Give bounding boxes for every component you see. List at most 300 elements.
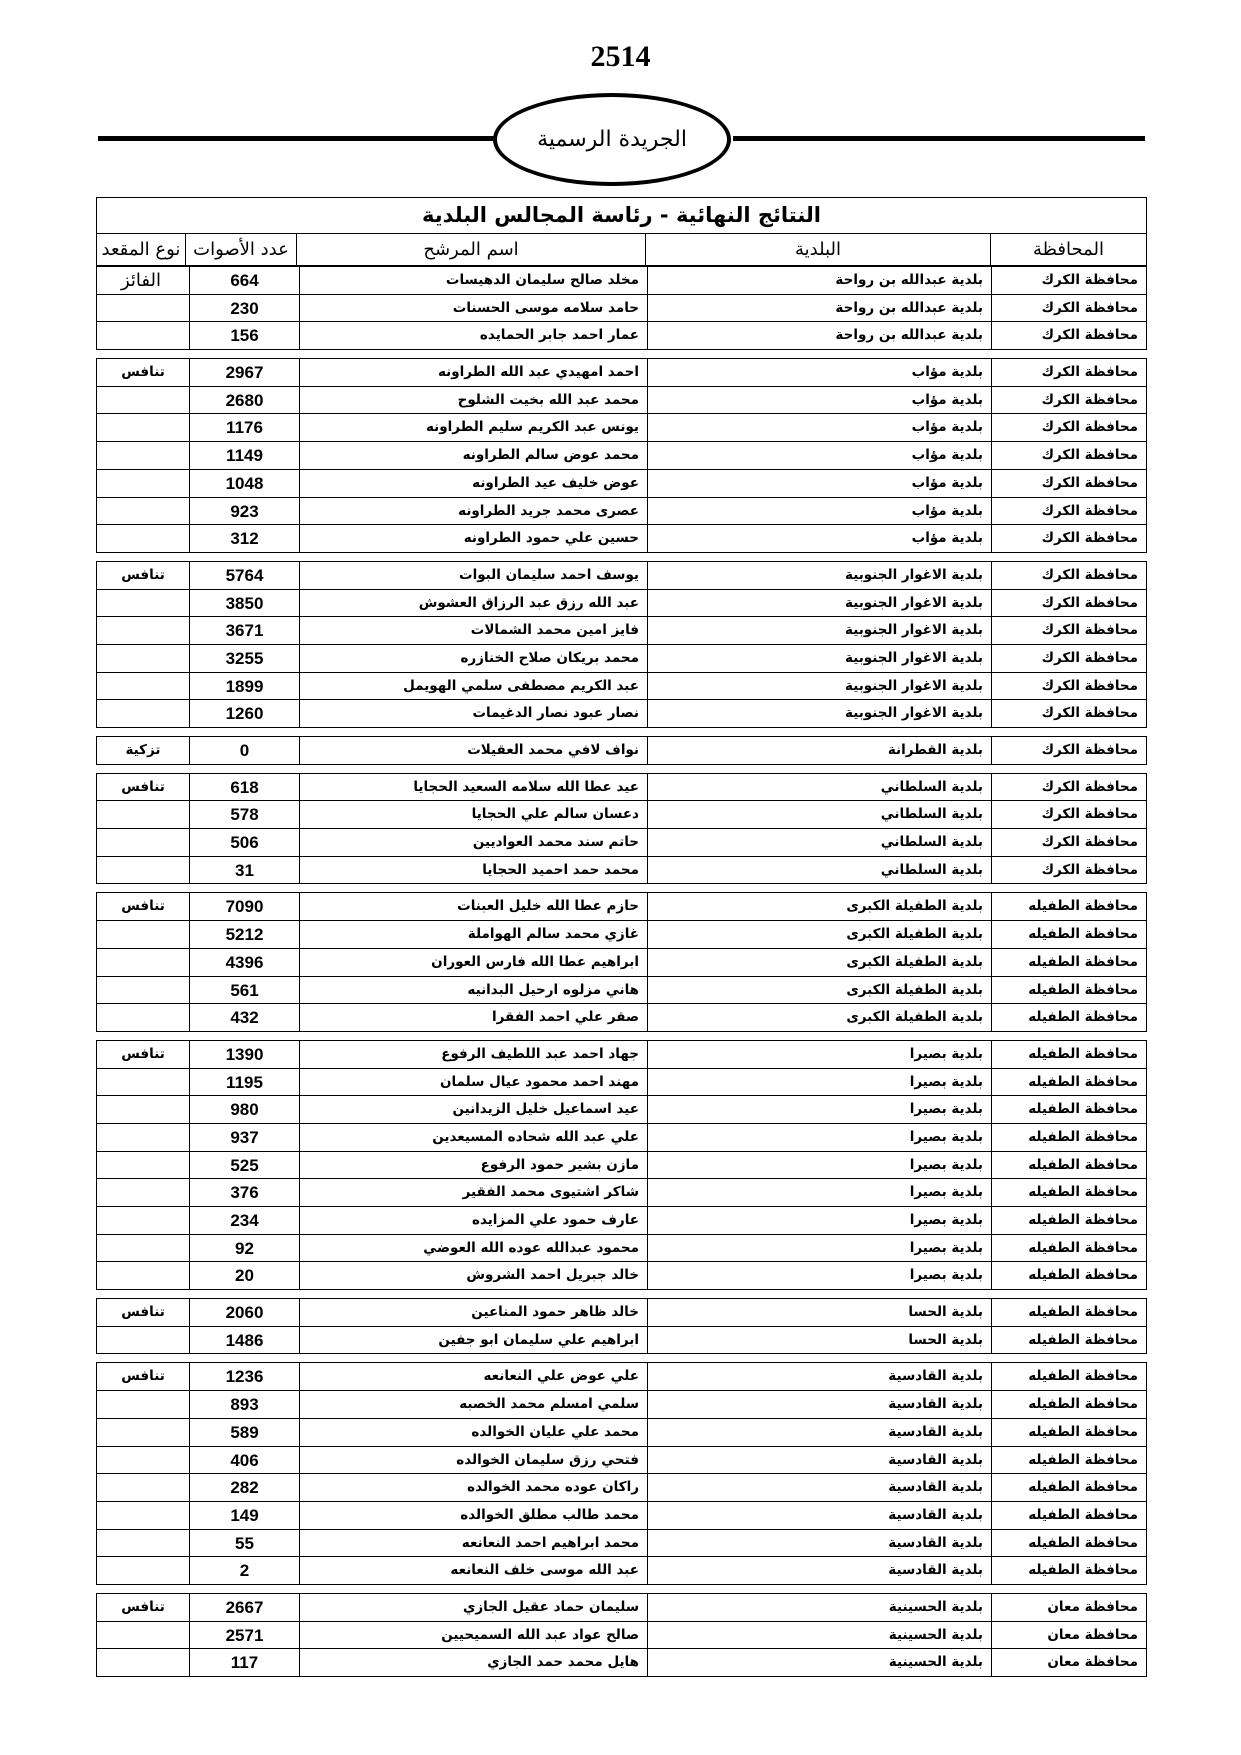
cell-candidate: عبد الله رزق عبد الرزاق العشوش [299,590,647,617]
cell-seat-type [97,295,189,322]
cell-votes: 1149 [189,442,299,469]
cell-governorate: محافظة الكرك [991,829,1146,856]
cell-votes: 525 [189,1152,299,1179]
cell-votes: 5764 [189,562,299,589]
table-row [97,498,1146,526]
cell-candidate: عصرى محمد جريد الطراونه [299,498,647,525]
cell-seat-type: تنافس [121,1304,165,1321]
table-row [97,801,1146,829]
cell-governorate: محافظة الطفيله [991,1391,1146,1418]
cell-seat-type [97,1649,189,1676]
cell-seat-type [97,1622,189,1649]
cell-municipality: بلدية بصيرا [647,1179,991,1206]
cell-municipality: بلدية مؤاب [647,470,991,497]
table-row [97,470,1146,498]
cell-seat-type [97,498,189,525]
masthead-title: الجريدة الرسمية [537,127,687,152]
cell-votes: 7090 [189,893,299,920]
table-row [97,442,1146,470]
cell-votes: 31 [189,857,299,884]
municipality-group [96,736,1147,765]
cell-municipality: بلدية الحسا [647,1299,991,1326]
cell-governorate: محافظة الطفيله [991,1363,1146,1390]
cell-candidate: محمد عوض سالم الطراونه [299,442,647,469]
cell-candidate: راكان عوده محمد الخوالده [299,1474,647,1501]
table-row [97,525,1146,553]
cell-municipality: بلدية الاغوار الجنوبية [647,673,991,700]
table-row [97,1649,1146,1677]
cell-seat-type [97,1235,189,1262]
masthead-oval [493,93,731,186]
cell-seat-type [97,1419,189,1446]
table-row [97,829,1146,857]
cell-municipality: بلدية بصيرا [647,1235,991,1262]
cell-candidate: عمار احمد جابر الحمايده [299,322,647,349]
cell-candidate: عبد الله موسى خلف النعانعه [299,1557,647,1584]
cell-municipality: بلدية القادسية [647,1419,991,1446]
cell-votes: 1176 [189,414,299,441]
table-row [97,1262,1146,1290]
cell-municipality: بلدية بصيرا [647,1069,991,1096]
cell-candidate: صالح عواد عبد الله السميحيين [299,1622,647,1649]
cell-municipality: بلدية القادسية [647,1447,991,1474]
cell-votes: 589 [189,1419,299,1446]
cell-governorate: محافظة الكرك [991,590,1146,617]
table-row [97,1502,1146,1530]
cell-municipality: بلدية الطفيلة الكبرى [647,893,991,920]
cell-candidate: محمد بريكان صلاح الخنازره [299,645,647,672]
cell-votes: 1486 [189,1327,299,1354]
table-row [97,1124,1146,1152]
cell-candidate: ابراهيم عطا الله فارس العوران [299,949,647,976]
cell-seat-type [97,921,189,948]
cell-votes: 1260 [189,700,299,727]
cell-governorate: محافظة الكرك [991,470,1146,497]
cell-municipality: بلدية عبدالله بن رواحة [647,322,991,349]
cell-seat-type [97,829,189,856]
cell-municipality: بلدية القادسية [647,1502,991,1529]
table-row [97,414,1146,442]
cell-candidate: سليمان حماد عقيل الجازي [299,1594,647,1621]
cell-governorate: محافظة الطفيله [991,1557,1146,1584]
cell-municipality: بلدية مؤاب [647,359,991,386]
cell-candidate: محمود عبدالله عوده الله العوضي [299,1235,647,1262]
cell-municipality: بلدية مؤاب [647,387,991,414]
masthead-rule-left [98,136,498,141]
table-row [97,1327,1146,1355]
table-row [97,1557,1146,1585]
cell-candidate: محمد عبد الله بخيت الشلوح [299,387,647,414]
cell-votes: 937 [189,1124,299,1151]
table-row [97,977,1146,1005]
cell-governorate: محافظة الكرك [991,774,1146,801]
cell-candidate: نصار عبود نصار الدغيمات [299,700,647,727]
table-row [97,1207,1146,1235]
cell-municipality: بلدية الاغوار الجنوبية [647,645,991,672]
cell-votes: 1195 [189,1069,299,1096]
cell-seat-type [97,801,189,828]
cell-votes: 117 [189,1649,299,1676]
cell-candidate: احمد امهيدي عبد الله الطراونه [299,359,647,386]
cell-candidate: ابراهيم علي سليمان ابو جفين [299,1327,647,1354]
table-row [97,1594,1146,1622]
cell-municipality: بلدية الحسينية [647,1594,991,1621]
cell-governorate: محافظة الطفيله [991,1502,1146,1529]
cell-seat-type [97,470,189,497]
cell-votes: 2571 [189,1622,299,1649]
cell-governorate: محافظة الطفيله [991,1299,1146,1326]
table-row [97,387,1146,415]
cell-governorate: محافظة الكرك [991,857,1146,884]
cell-municipality: بلدية الطفيلة الكبرى [647,977,991,1004]
cell-votes: 20 [189,1262,299,1289]
cell-seat-type [97,645,189,672]
cell-municipality: بلدية مؤاب [647,498,991,525]
cell-seat-type: تنافس [121,898,165,915]
cell-votes: 432 [189,1004,299,1031]
cell-governorate: محافظة الكرك [991,737,1146,764]
table-row [97,562,1146,590]
cell-votes: 234 [189,1207,299,1234]
municipality-group [96,358,1147,553]
cell-candidate: عوض خليف عيد الطراونه [299,470,647,497]
cell-municipality: بلدية الاغوار الجنوبية [647,590,991,617]
cell-votes: 618 [189,774,299,801]
cell-votes: 664 [189,267,299,294]
cell-seat-type: تنافس [121,364,165,381]
cell-candidate: يوسف احمد سليمان البوات [299,562,647,589]
cell-municipality: بلدية بصيرا [647,1124,991,1151]
header-municipality: البلدية [645,234,990,265]
cell-votes: 893 [189,1391,299,1418]
cell-governorate: محافظة الطفيله [991,1447,1146,1474]
cell-votes: 4396 [189,949,299,976]
cell-votes: 2 [189,1557,299,1584]
cell-candidate: يونس عبد الكريم سليم الطراونه [299,414,647,441]
cell-votes: 0 [189,737,299,764]
table-row [97,949,1146,977]
cell-candidate: خالد جبريل احمد الشروش [299,1262,647,1289]
cell-votes: 3671 [189,617,299,644]
cell-votes: 5212 [189,921,299,948]
cell-seat-type [97,1152,189,1179]
cell-candidate: سلمي امسلم محمد الخصبه [299,1391,647,1418]
cell-candidate: مازن بشير حمود الرفوع [299,1152,647,1179]
cell-municipality: بلدية بصيرا [647,1262,991,1289]
cell-municipality: بلدية الطفيلة الكبرى [647,1004,991,1031]
cell-seat-type [97,387,189,414]
cell-votes: 230 [189,295,299,322]
table-body [96,266,1147,1677]
cell-candidate: فايز امين محمد الشمالات [299,617,647,644]
cell-votes: 55 [189,1530,299,1557]
cell-votes: 406 [189,1447,299,1474]
table-title: النتائج النهائية - رئاسة المجالس البلدية [97,198,1146,234]
cell-municipality: بلدية بصيرا [647,1041,991,1068]
table-row [97,1622,1146,1650]
cell-votes: 1390 [189,1041,299,1068]
table-row [97,1530,1146,1558]
cell-governorate: محافظة الكرك [991,359,1146,386]
cell-municipality: بلدية القطرانة [647,737,991,764]
cell-governorate: محافظة معان [991,1594,1146,1621]
table-row [97,322,1146,350]
cell-municipality: بلدية مؤاب [647,442,991,469]
cell-seat-type [97,267,189,294]
cell-municipality: بلدية مؤاب [647,414,991,441]
table-row [97,737,1146,765]
table-row [97,1363,1146,1391]
cell-seat-type: تنافس [121,1368,165,1385]
cell-seat-type [97,1004,189,1031]
cell-candidate: شاكر اشتيوى محمد الفقير [299,1179,647,1206]
cell-candidate: هاني مزلوه ارحيل البدانيه [299,977,647,1004]
cell-governorate: محافظة الكرك [991,801,1146,828]
cell-governorate: محافظة الطفيله [991,1262,1146,1289]
cell-seat-type [97,1391,189,1418]
cell-seat-type: تنافس [121,1598,165,1615]
cell-municipality: بلدية الحسينية [647,1622,991,1649]
cell-votes: 3255 [189,645,299,672]
cell-governorate: محافظة الطفيله [991,1207,1146,1234]
cell-governorate: محافظة الطفيله [991,1004,1146,1031]
cell-governorate: محافظة الطفيله [991,1474,1146,1501]
cell-governorate: محافظة الكرك [991,673,1146,700]
table-row [97,359,1146,387]
cell-seat-type [97,1124,189,1151]
table-row [97,1391,1146,1419]
cell-seat-type [97,1179,189,1206]
municipality-group [96,1298,1147,1354]
cell-votes: 1899 [189,673,299,700]
cell-governorate: محافظة الطفيله [991,977,1146,1004]
table-row [97,921,1146,949]
cell-governorate: محافظة الكرك [991,617,1146,644]
cell-candidate: نواف لافي محمد العقيلات [299,737,647,764]
cell-candidate: محمد ابراهيم احمد النعانعه [299,1530,647,1557]
cell-governorate: محافظة الطفيله [991,1235,1146,1262]
header-votes: عدد الأصوات [185,234,296,265]
cell-seat-type [97,1557,189,1584]
cell-municipality: بلدية بصيرا [647,1152,991,1179]
cell-municipality: بلدية مؤاب [647,525,991,552]
table-row [97,1299,1146,1327]
municipality-group [96,773,1147,885]
cell-municipality: بلدية القادسية [647,1530,991,1557]
table-row [97,700,1146,728]
cell-votes: 376 [189,1179,299,1206]
cell-votes: 980 [189,1096,299,1123]
table-row [97,1041,1146,1069]
header-seat-type: نوع المقعد الفائز [101,239,181,291]
cell-seat-type [97,1502,189,1529]
cell-municipality: بلدية بصيرا [647,1096,991,1123]
cell-municipality: بلدية السلطاني [647,774,991,801]
cell-seat-type [97,977,189,1004]
cell-votes: 2060 [189,1299,299,1326]
cell-governorate: محافظة الكرك [991,498,1146,525]
table-row [97,267,1146,295]
cell-municipality: بلدية الحسينية [647,1649,991,1676]
cell-governorate: محافظة الطفيله [991,1096,1146,1123]
cell-candidate: خالد ظاهر حمود المناعين [299,1299,647,1326]
cell-seat-type [97,322,189,349]
cell-seat-type [97,673,189,700]
table-row [97,645,1146,673]
cell-votes: 578 [189,801,299,828]
cell-candidate: مهند احمد محمود عيال سلمان [299,1069,647,1096]
header-candidate: اسم المرشح [296,234,645,265]
cell-seat-type [97,1207,189,1234]
cell-seat-type [97,1474,189,1501]
cell-governorate: محافظة الطفيله [991,1419,1146,1446]
table-row [97,295,1146,323]
table-row [97,1474,1146,1502]
cell-municipality: بلدية عبدالله بن رواحة [647,295,991,322]
table-row [97,893,1146,921]
cell-candidate: محمد علي عليان الخوالده [299,1419,647,1446]
municipality-group [96,1362,1147,1585]
cell-governorate: محافظة الطفيله [991,893,1146,920]
cell-candidate: محمد حمد احميد الحجايا [299,857,647,884]
cell-municipality: بلدية الاغوار الجنوبية [647,617,991,644]
municipality-group [96,266,1147,350]
municipality-group [96,892,1147,1031]
cell-seat-type [97,1327,189,1354]
cell-governorate: محافظة الكرك [991,414,1146,441]
cell-seat-type [97,1069,189,1096]
cell-governorate: محافظة الطفيله [991,1069,1146,1096]
cell-municipality: بلدية عبدالله بن رواحة [647,267,991,294]
municipality-group [96,1593,1147,1677]
cell-candidate: حامد سلامه موسى الحسنات [299,295,647,322]
cell-candidate: عبد الكريم مصطفى سلمي الهويمل [299,673,647,700]
cell-governorate: محافظة الطفيله [991,1124,1146,1151]
cell-votes: 312 [189,525,299,552]
cell-candidate: علي عوض علي النعانعه [299,1363,647,1390]
cell-candidate: هايل محمد حمد الجازي [299,1649,647,1676]
cell-votes: 149 [189,1502,299,1529]
cell-candidate: عيد اسماعيل خليل الزيدانين [299,1096,647,1123]
cell-votes: 2667 [189,1594,299,1621]
table-row [97,673,1146,701]
cell-candidate: حاتم سند محمد العواديين [299,829,647,856]
cell-governorate: محافظة الكرك [991,295,1146,322]
cell-votes: 2680 [189,387,299,414]
cell-votes: 156 [189,322,299,349]
cell-governorate: محافظة الكرك [991,525,1146,552]
cell-seat-type: تزكية [125,742,161,758]
cell-municipality: بلدية الاغوار الجنوبية [647,562,991,589]
cell-seat-type: تنافس [121,1045,165,1062]
cell-candidate: جهاد احمد عبد اللطيف الرفوع [299,1041,647,1068]
cell-governorate: محافظة الكرك [991,700,1146,727]
cell-municipality: بلدية القادسية [647,1557,991,1584]
cell-governorate: محافظة الكرك [991,267,1146,294]
cell-seat-type [97,617,189,644]
cell-seat-type [97,1447,189,1474]
table-row [97,590,1146,618]
cell-municipality: بلدية القادسية [647,1391,991,1418]
cell-municipality: بلدية السلطاني [647,829,991,856]
cell-votes: 1048 [189,470,299,497]
cell-seat-type [97,949,189,976]
cell-municipality: بلدية السلطاني [647,801,991,828]
cell-seat-type [97,1530,189,1557]
cell-votes: 506 [189,829,299,856]
cell-municipality: بلدية الاغوار الجنوبية [647,700,991,727]
results-table [96,197,1147,1677]
cell-governorate: محافظة الكرك [991,322,1146,349]
table-row [97,1419,1146,1447]
masthead-rule-right [733,136,1145,141]
cell-seat-type [97,590,189,617]
cell-municipality: بلدية السلطاني [647,857,991,884]
table-row [97,1447,1146,1475]
cell-seat-type [97,1262,189,1289]
cell-candidate: حازم عطا الله خليل العبنات [299,893,647,920]
cell-candidate: غازي محمد سالم الهواملة [299,921,647,948]
cell-seat-type [97,857,189,884]
cell-candidate: علي عبد الله شحاده المسيعدين [299,1124,647,1151]
cell-municipality: بلدية الطفيلة الكبرى [647,921,991,948]
table-row [97,1152,1146,1180]
cell-candidate: دعسان سالم علي الحجايا [299,801,647,828]
table-row [97,774,1146,802]
cell-seat-type [97,1096,189,1123]
cell-candidate: عارف حمود علي المزايده [299,1207,647,1234]
cell-candidate: عيد عطا الله سلامه السعيد الحجايا [299,774,647,801]
cell-votes: 923 [189,498,299,525]
cell-governorate: محافظة الطفيله [991,1152,1146,1179]
cell-governorate: محافظة الكرك [991,387,1146,414]
cell-votes: 1236 [189,1363,299,1390]
cell-governorate: محافظة الكرك [991,645,1146,672]
cell-municipality: بلدية الطفيلة الكبرى [647,949,991,976]
cell-candidate: حسين علي حمود الطراونه [299,525,647,552]
municipality-group [96,561,1147,728]
cell-seat-type [97,700,189,727]
cell-governorate: محافظة الطفيله [991,921,1146,948]
cell-candidate: فتحي رزق سليمان الخوالده [299,1447,647,1474]
page-number: 2514 [590,40,651,73]
cell-governorate: محافظة معان [991,1649,1146,1676]
cell-municipality: بلدية القادسية [647,1474,991,1501]
cell-governorate: محافظة الطفيله [991,1041,1146,1068]
cell-governorate: محافظة الطفيله [991,1179,1146,1206]
table-row [97,617,1146,645]
table-row [97,1004,1146,1032]
cell-votes: 561 [189,977,299,1004]
cell-seat-type: تنافس [121,778,165,795]
cell-votes: 282 [189,1474,299,1501]
table-row [97,1179,1146,1207]
cell-votes: 92 [189,1235,299,1262]
cell-governorate: محافظة الطفيله [991,949,1146,976]
cell-seat-type [97,442,189,469]
table-row [97,857,1146,885]
cell-municipality: بلدية بصيرا [647,1207,991,1234]
cell-seat-type: تنافس [121,566,165,583]
cell-candidate: مخلد صالح سليمان الدهيسات [299,267,647,294]
table-row [97,1096,1146,1124]
cell-votes: 2967 [189,359,299,386]
cell-seat-type [97,525,189,552]
cell-governorate: محافظة الطفيله [991,1327,1146,1354]
cell-governorate: محافظة الطفيله [991,1530,1146,1557]
municipality-group [96,1040,1147,1290]
cell-governorate: محافظة الكرك [991,442,1146,469]
